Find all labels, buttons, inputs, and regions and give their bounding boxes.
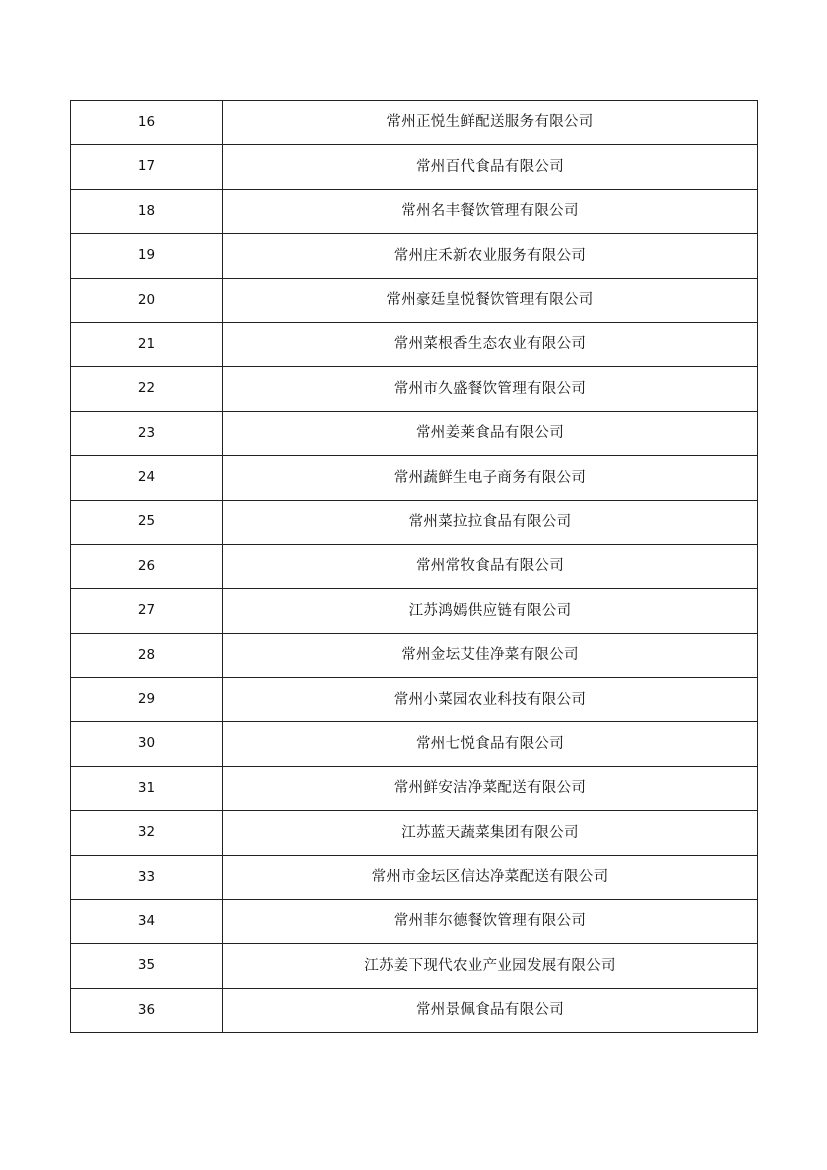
table-row (71, 101, 758, 145)
table-row (71, 322, 758, 366)
company-name-cell: 常州金坛艾佳净菜有限公司 (223, 633, 758, 677)
table-row (71, 234, 758, 278)
company-name-cell: 常州正悦生鲜配送服务有限公司 (223, 101, 758, 145)
table-row (71, 988, 758, 1032)
table-row (71, 722, 758, 766)
table-row (71, 544, 758, 588)
company-name-cell: 常州庄禾新农业服务有限公司 (223, 234, 758, 278)
table-row (71, 456, 758, 500)
row-number-cell: 17 (71, 145, 223, 189)
company-name-cell: 江苏姜下现代农业产业园发展有限公司 (223, 944, 758, 988)
table-row (71, 589, 758, 633)
company-name-cell: 常州蔬鲜生电子商务有限公司 (223, 456, 758, 500)
table-row (71, 855, 758, 899)
company-name-cell: 常州名丰餐饮管理有限公司 (223, 189, 758, 233)
row-number-cell: 25 (71, 500, 223, 544)
company-name-cell: 常州市久盛餐饮管理有限公司 (223, 367, 758, 411)
company-name-cell: 常州菜拉拉食品有限公司 (223, 500, 758, 544)
table-row (71, 145, 758, 189)
company-name-cell: 常州七悦食品有限公司 (223, 722, 758, 766)
company-name-cell: 常州小菜园农业科技有限公司 (223, 678, 758, 722)
company-name-cell: 常州鲜安洁净菜配送有限公司 (223, 766, 758, 810)
row-number-cell: 24 (71, 456, 223, 500)
company-name-cell: 常州景佩食品有限公司 (223, 988, 758, 1032)
table-row (71, 411, 758, 455)
company-name-cell: 常州百代食品有限公司 (223, 145, 758, 189)
row-number-cell: 27 (71, 589, 223, 633)
table-row (71, 278, 758, 322)
company-name-cell: 江苏鸿嫣供应链有限公司 (223, 589, 758, 633)
table-row (71, 189, 758, 233)
row-number-cell: 29 (71, 678, 223, 722)
row-number-cell: 20 (71, 278, 223, 322)
table-row (71, 900, 758, 944)
row-number-cell: 19 (71, 234, 223, 278)
table-row (71, 633, 758, 677)
table-row (71, 367, 758, 411)
row-number-cell: 23 (71, 411, 223, 455)
table-row (71, 678, 758, 722)
row-number-cell: 22 (71, 367, 223, 411)
row-number-cell: 31 (71, 766, 223, 810)
company-name-cell: 常州豪廷皇悦餐饮管理有限公司 (223, 278, 758, 322)
company-name-cell: 常州市金坛区信达净菜配送有限公司 (223, 855, 758, 899)
row-number-cell: 36 (71, 988, 223, 1032)
row-number-cell: 34 (71, 900, 223, 944)
row-number-cell: 35 (71, 944, 223, 988)
row-number-cell: 30 (71, 722, 223, 766)
row-number-cell: 18 (71, 189, 223, 233)
company-name-cell: 江苏蓝天蔬菜集团有限公司 (223, 811, 758, 855)
row-number-cell: 16 (71, 101, 223, 145)
company-list-table (70, 100, 758, 1033)
company-name-cell: 常州菜根香生态农业有限公司 (223, 322, 758, 366)
table-row (71, 500, 758, 544)
table-row (71, 766, 758, 810)
table-row (71, 944, 758, 988)
company-name-cell: 常州常牧食品有限公司 (223, 544, 758, 588)
row-number-cell: 32 (71, 811, 223, 855)
table-row (71, 811, 758, 855)
row-number-cell: 21 (71, 322, 223, 366)
company-name-cell: 常州菲尔德餐饮管理有限公司 (223, 900, 758, 944)
company-name-cell: 常州姜莱食品有限公司 (223, 411, 758, 455)
table-body (71, 101, 758, 1033)
row-number-cell: 33 (71, 855, 223, 899)
row-number-cell: 28 (71, 633, 223, 677)
row-number-cell: 26 (71, 544, 223, 588)
